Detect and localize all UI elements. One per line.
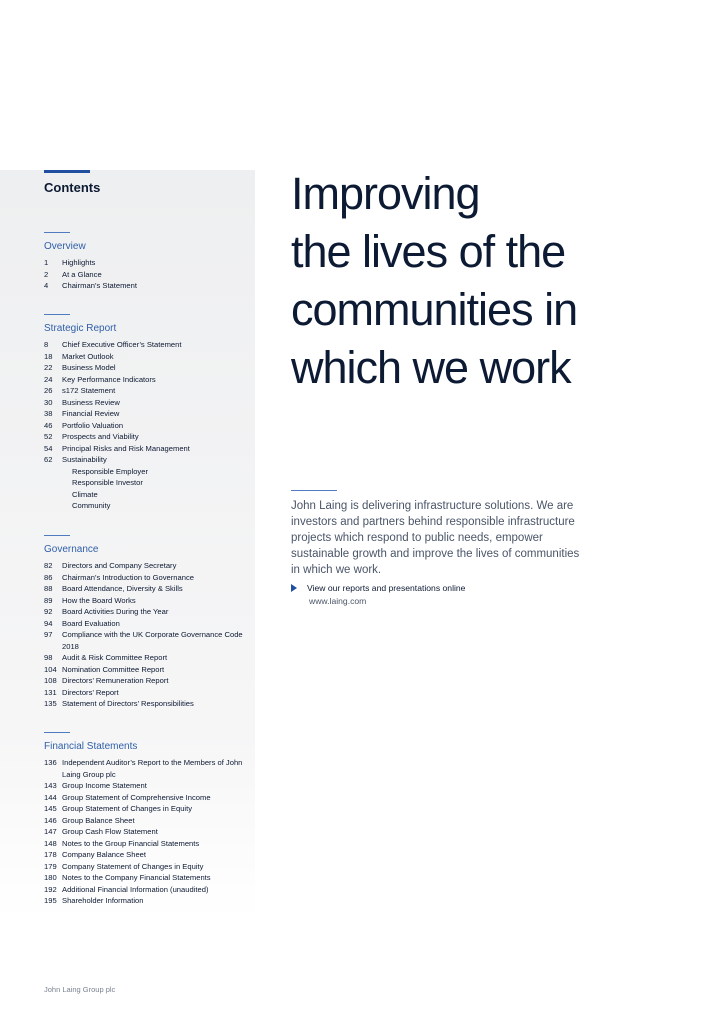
section-overview (44, 232, 254, 292)
toc-item-label: Sustainability (62, 455, 107, 464)
intro-rule (291, 490, 337, 491)
toc-list (44, 257, 254, 292)
toc-item[interactable] (44, 408, 254, 420)
toc-list (44, 339, 254, 466)
toc-page-number: 82 (44, 561, 53, 570)
toc-page-number: 98 (44, 653, 53, 662)
toc-item[interactable] (44, 560, 254, 572)
section-title-financial: Financial Statements (44, 741, 138, 752)
headline-line: communities in (291, 284, 578, 335)
toc-item-label: Financial Review (62, 409, 120, 418)
toc-item[interactable] (44, 397, 254, 409)
toc-item[interactable] (44, 618, 254, 630)
toc-page-number: 46 (44, 420, 53, 430)
toc-item[interactable] (44, 257, 254, 269)
headline (291, 165, 577, 397)
toc-item[interactable] (44, 280, 254, 292)
toc-item[interactable] (44, 861, 254, 873)
headline-line: Improving (291, 168, 480, 219)
toc-item[interactable] (44, 374, 254, 386)
toc-subitem[interactable]: Responsible Investor (72, 478, 143, 487)
toc-item-label: Board Attendance, Diversity & Skills (62, 584, 183, 593)
toc-item-label: Group Statement of Changes in Equity (62, 804, 193, 813)
toc-item[interactable] (44, 583, 254, 595)
toc-page-number: 179 (44, 861, 57, 871)
toc-item-label: How the Board Works (62, 595, 136, 605)
toc-item-label: Chairman’s Statement (62, 281, 137, 290)
toc-page-number: 131 (44, 687, 57, 697)
toc-subitem[interactable]: Responsible Employer (72, 466, 148, 476)
section-rule (44, 732, 70, 733)
toc-page-number: 144 (44, 792, 57, 802)
toc-item-label: Business Review (62, 397, 120, 407)
toc-page-number: 178 (44, 850, 57, 859)
toc-item[interactable] (44, 815, 254, 827)
toc-item[interactable] (44, 443, 254, 455)
toc-page-number: 62 (44, 455, 53, 464)
toc-page-number: 8 (44, 340, 49, 349)
website-url[interactable]: www.laing.com (309, 596, 367, 606)
toc-page-number: 192 (44, 884, 57, 894)
toc-item[interactable] (44, 757, 254, 780)
toc-page-number: 52 (44, 432, 53, 441)
toc-item[interactable] (44, 629, 254, 652)
toc-page-number: 4 (44, 281, 49, 290)
toc-item-label: Directors and Company Secretary (62, 561, 177, 570)
headline-line: which we work (291, 342, 571, 393)
toc-item-label: Group Cash Flow Statement (62, 827, 158, 836)
toc-item-label: Notes to the Group Financial Statements (62, 838, 200, 848)
section-rule (44, 314, 70, 315)
toc-item-label: Chairman’s Introduction to Governance (62, 572, 194, 582)
toc-item[interactable] (44, 792, 254, 804)
toc-page-number: 26 (44, 386, 53, 395)
toc-page-number: 54 (44, 443, 53, 453)
section-title-strategic: Strategic Report (44, 323, 117, 334)
toc-page-number: 24 (44, 374, 53, 384)
toc-item-label: s172 Statement (62, 386, 116, 395)
toc-item-label: Audit & Risk Committee Report (62, 653, 168, 662)
headline-line: the lives of the (291, 226, 566, 277)
toc-item[interactable] (44, 362, 254, 374)
toc-item-label: Shareholder Information (62, 896, 144, 905)
toc-item-label: Prospects and Viability (62, 432, 139, 441)
toc-item-label: Group Balance Sheet (62, 815, 135, 825)
toc-item[interactable] (44, 780, 254, 792)
reports-link-text: View our reports and presentations online (307, 583, 466, 593)
toc-page-number: 30 (44, 397, 53, 407)
toc-item[interactable] (44, 339, 254, 351)
section-rule (44, 535, 70, 536)
toc-page-number: 38 (44, 409, 53, 418)
toc-item[interactable] (44, 872, 254, 884)
play-arrow-icon (291, 584, 297, 592)
toc-item-label: Board Activities During the Year (62, 607, 169, 616)
toc-page-number: 195 (44, 896, 57, 905)
toc-item-label: Company Balance Sheet (62, 850, 147, 859)
toc-page-number: 97 (44, 630, 53, 639)
toc-page-number: 135 (44, 699, 57, 708)
toc-page-number: 180 (44, 873, 57, 882)
toc-page-number: 22 (44, 363, 53, 372)
toc-page-number: 18 (44, 351, 53, 361)
toc-item-label: Key Performance Indicators (62, 374, 156, 384)
toc-item-label: Business Model (62, 363, 116, 372)
section-rule (44, 232, 70, 233)
toc-item[interactable] (44, 884, 254, 896)
toc-item[interactable] (44, 420, 254, 432)
toc-item-label: At a Glance (62, 269, 102, 279)
toc-item-label: Additional Financial Information (unaudited) (62, 884, 209, 894)
toc-item-label: Company Statement of Changes in Equity (62, 861, 204, 871)
toc-item-label: Nomination Committee Report (62, 664, 165, 674)
toc-item[interactable] (44, 652, 254, 664)
toc-item[interactable] (44, 385, 254, 397)
toc-page-number: 88 (44, 584, 53, 593)
toc-item[interactable] (44, 698, 254, 710)
toc-item-label: Group Income Statement (62, 781, 147, 790)
toc-page-number: 89 (44, 595, 53, 605)
toc-item[interactable] (44, 664, 254, 676)
toc-subitem[interactable]: Climate (72, 489, 98, 499)
toc-page-number: 92 (44, 607, 53, 616)
toc-page-number: 136 (44, 758, 57, 767)
toc-page-number: 94 (44, 618, 53, 628)
reports-link[interactable] (291, 583, 465, 593)
toc-item-label: Board Evaluation (62, 618, 120, 628)
toc-item[interactable] (44, 595, 254, 607)
toc-page-number: 146 (44, 815, 57, 825)
toc-item[interactable] (44, 606, 254, 618)
toc-page-number: 1 (44, 258, 49, 267)
toc-page-number: 147 (44, 827, 57, 836)
toc-page-number: 108 (44, 676, 57, 685)
toc-item[interactable] (44, 269, 254, 281)
toc-item[interactable] (44, 431, 254, 443)
toc-item-label: Market Outlook (62, 351, 114, 361)
section-title-governance: Governance (44, 544, 99, 555)
toc-page-number: 104 (44, 664, 57, 674)
toc-item[interactable] (44, 687, 254, 699)
section-financial (44, 732, 254, 907)
toc-page-number: 145 (44, 804, 57, 813)
contents-top-rule (44, 170, 90, 173)
toc-item-label: Independent Auditor’s Report to the Members of John Laing Group plc (62, 758, 243, 779)
toc-page-number: 86 (44, 572, 53, 582)
section-title-overview: Overview (44, 241, 86, 252)
footer-company-name: John Laing Group plc (44, 985, 116, 994)
toc-item[interactable] (44, 803, 254, 815)
toc-page-number: 143 (44, 781, 57, 790)
toc-item[interactable] (44, 826, 254, 838)
toc-subitem[interactable]: Community (72, 501, 111, 510)
toc-list (44, 560, 254, 710)
toc-item-label: Group Statement of Comprehensive Income (62, 792, 211, 802)
toc-page-number: 148 (44, 838, 57, 848)
toc-list (44, 757, 254, 907)
section-governance (44, 535, 254, 710)
section-strategic (44, 314, 254, 512)
toc-page-number: 2 (44, 269, 49, 279)
toc-item[interactable] (44, 572, 254, 584)
toc-item-label: Statement of Directors’ Responsibilities (62, 699, 194, 708)
toc-sublist (44, 466, 254, 512)
intro-paragraph: John Laing is delivering infrastructure solutions. We are investors and partners behind responsible infrastructure projects which respond to public needs, empower sustainable growth and improve the lives of communities in which we work. (291, 500, 580, 576)
toc-item[interactable] (44, 895, 254, 907)
contents-title: Contents (44, 180, 101, 195)
toc-item[interactable] (44, 675, 254, 687)
toc-item-label: Chief Executive Officer’s Statement (62, 340, 182, 349)
toc-item-label: Highlights (62, 258, 96, 267)
toc-item[interactable] (44, 351, 254, 363)
toc-item[interactable] (44, 454, 254, 466)
toc-item-label: Directors’ Report (62, 687, 119, 697)
toc-item[interactable] (44, 849, 254, 861)
toc-item-label: Notes to the Company Financial Statements (62, 873, 211, 882)
toc-item[interactable] (44, 838, 254, 850)
toc-item-label: Portfolio Valuation (62, 420, 124, 430)
toc-item-label: Compliance with the UK Corporate Governance Code 2018 (62, 630, 243, 651)
toc-item-label: Principal Risks and Risk Management (62, 443, 190, 453)
toc-item-label: Directors’ Remuneration Report (62, 676, 169, 685)
